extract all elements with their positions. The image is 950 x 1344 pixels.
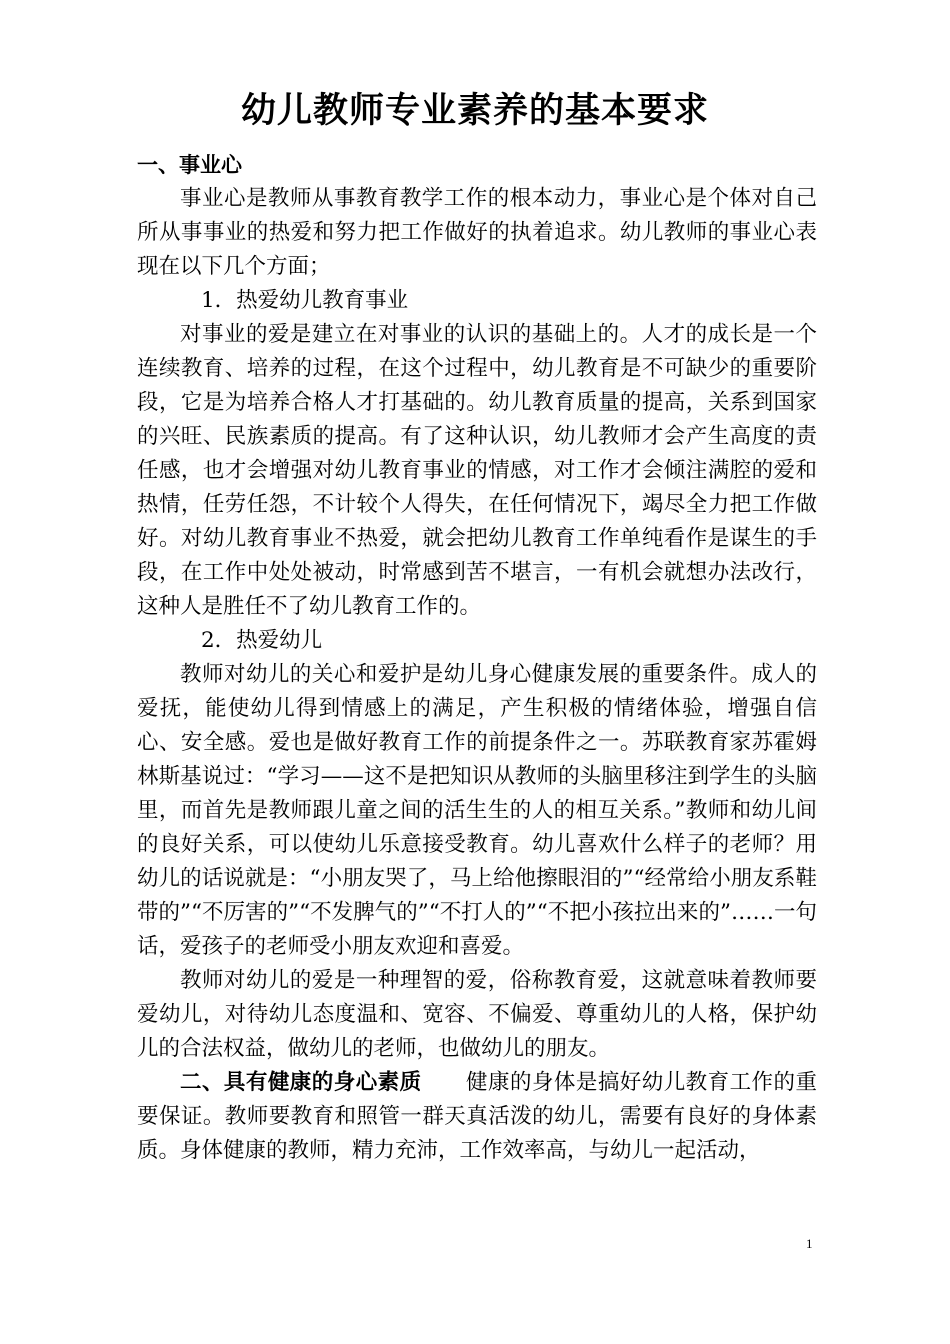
paragraph-love-children-1: 教师对幼儿的关心和爱护是幼儿身心健康发展的重要条件。成人的爱抚，能使幼儿得到情感上的满足，产生积极的情绪体验，增强自信心、安全感。爱也是做好教育工作的前提条件之一。苏联教育家苏霍姆林斯基说过：“学习——这不是把知识从教师的头脑里移注到学生的头脑里，而首先是教师跟儿童之间的活生生的人的相互关系。”教师和幼儿间的良好关系，可以使幼儿乐意接受教育。幼儿喜欢什么样子的老师？用幼儿的话说就是：“小朋友哭了，马上给他擦眼泪的”“经常给小朋友系鞋带的”“不厉害的”“不发脾气的”“不打人的”“不把小孩拉出来的”……一句话，爱孩子的老师受小朋友欢迎和喜爱。 <box>137 662 817 959</box>
section-heading-health: 二、具有健康的身心素质 <box>180 1070 422 1095</box>
paragraph-love-children-2: 教师对幼儿的爱是一种理智的爱，俗称教育爱，这就意味着教师要爱幼儿，对待幼儿态度温和、宽容、不偏爱、尊重幼儿的人格，保护幼儿的合法权益，做幼儿的老师，也做幼儿的朋友。 <box>137 968 817 1061</box>
section-heading-career: 一、事业心 <box>137 153 242 177</box>
page-number: 1 <box>806 1236 813 1251</box>
paragraph-love-education: 对事业的爱是建立在对事业的认识的基础上的。人才的成长是一个连续教育、培养的过程，在这个过程中，幼儿教育是不可缺少的重要阶段，它是为培养合格人才打基础的。幼儿教育质量的提高，关系到国家的兴旺、民族素质的提高。有了这种认识，幼儿教师才会产生高度的责任感，也才会增强对幼儿教育事业的情感，对工作才会倾注满腔的爱和热情，任劳任怨，不计较个人得失，在任何情况下，竭尽全力把工作做好。对幼儿教育事业不热爱，就会把幼儿教育工作单纯看作是谋生的手段，在工作中处处被动，时常感到苦不堪言，一有机会就想办法改行，这种人是胜任不了幼儿教育工作的。 <box>137 322 817 619</box>
subheading-love-children: 2．热爱幼儿 <box>201 628 323 653</box>
subheading-love-education: 1．热爱幼儿教育事业 <box>201 288 409 313</box>
paragraph-career-intro: 事业心是教师从事教育教学工作的根本动力，事业心是个体对自己所从事事业的热爱和努力把工作做好的执着追求。幼儿教师的事业心表现在以下几个方面； <box>137 186 817 279</box>
document-title: 幼儿教师专业素养的基本要求 <box>240 91 709 131</box>
paragraph-health-text: 健康的身体是搞好幼儿教育工作的重要保证。教师要教育和照管一群天真活泼的幼儿，需要有良好的身体素质。身体健康的教师，精力充沛，工作效率高，与幼儿一起活动， <box>137 1070 817 1163</box>
paragraph-health <box>137 1066 817 1168</box>
document-body <box>137 148 817 1168</box>
